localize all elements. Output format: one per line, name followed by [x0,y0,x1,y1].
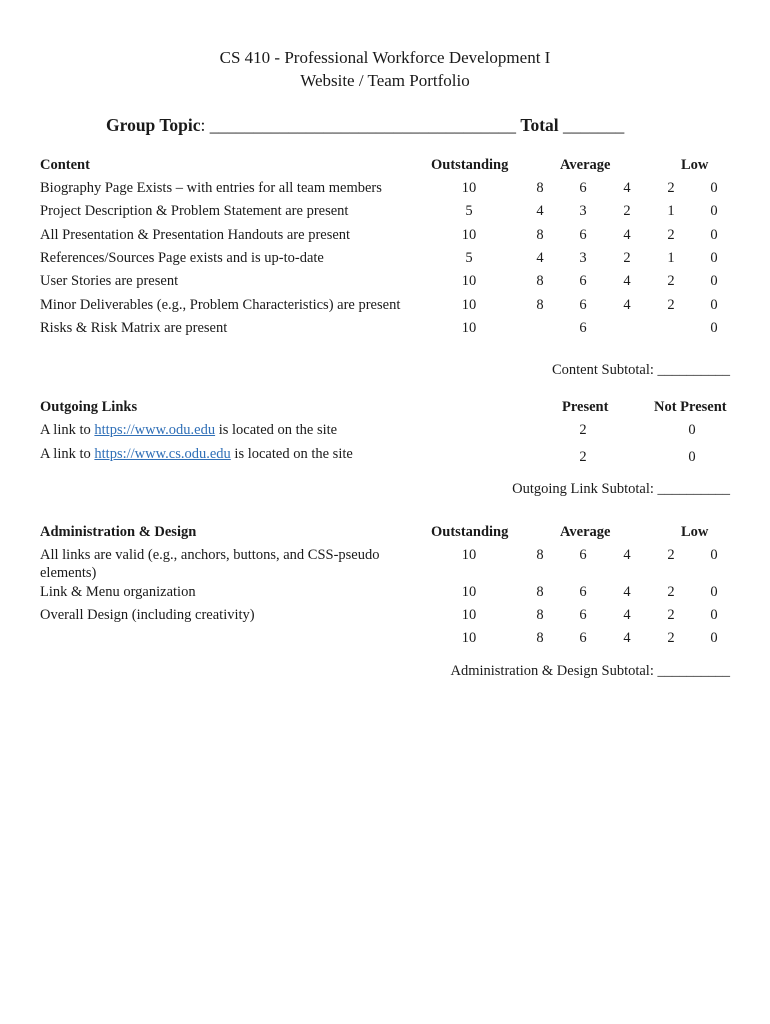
link-row-not-present: 0 [688,449,696,465]
content-row-score: 10 [461,297,477,313]
total-blank: _______ [563,115,625,135]
link-row-suffix: is located on the site [230,446,353,462]
admin-row-score: 6 [579,607,587,623]
admin-row-score: 2 [667,584,675,600]
content-row-score: 0 [710,320,718,336]
admin-row-label: elements) [40,565,97,581]
content-row-score: 5 [465,250,473,266]
total-label: Total [520,115,559,135]
link-row-present: 2 [579,422,587,438]
content-row-score: 2 [667,180,675,196]
admin-row-score: 8 [536,584,544,600]
admin-row-score: 0 [710,607,718,623]
admin-subtotal: Administration & Design Subtotal: __________ [450,663,730,679]
content-row-score: 3 [579,250,587,266]
links-heading: Outgoing Links [40,399,138,415]
content-row-score: 4 [536,250,544,266]
link-row-url[interactable]: https://www.odu.edu [94,422,216,438]
content-row-score: 4 [623,273,631,289]
links-subtotal: Outgoing Link Subtotal: __________ [512,481,730,497]
content-row-score: 0 [710,203,718,219]
content-row-score: 10 [461,180,477,196]
content-row-label: Project Description & Problem Statement are present [40,203,349,219]
group-topic-colon: : [200,115,206,135]
content-row-label: Minor Deliverables (e.g., Problem Characteristics) are present [40,297,401,313]
doc-title: CS 410 - Professional Workforce Development I [219,48,551,67]
admin-row-score: 2 [667,547,675,563]
link-row-present: 2 [579,449,587,465]
link-row-not-present: 0 [688,422,696,438]
content-row-score: 2 [667,297,675,313]
admin-col-outstanding: Outstanding [431,524,509,540]
content-row-score: 4 [623,227,631,243]
links-col-not-present: Not Present [654,399,727,415]
admin-row-score: 4 [623,607,631,623]
group-topic-label: Group Topic [106,115,201,135]
admin-row-score: 10 [461,584,477,600]
content-row-score: 2 [623,203,631,219]
content-row-score: 1 [667,203,675,219]
admin-row-score: 10 [461,547,477,563]
content-row-label: Biography Page Exists – with entries for all team members [40,180,382,196]
link-row-suffix: is located on the site [215,422,338,438]
admin-col-average: Average [560,524,611,540]
content-row-score: 2 [623,250,631,266]
content-row-score: 10 [461,320,477,336]
content-row-score: 10 [461,227,477,243]
admin-row-score: 6 [579,584,587,600]
content-row-score: 0 [710,297,718,313]
content-row-score: 10 [461,273,477,289]
content-row-score: 0 [710,180,718,196]
content-row-score: 8 [536,227,544,243]
content-row-score: 6 [579,180,587,196]
content-row-label: References/Sources Page exists and is up-to-date [40,250,324,266]
content-row-score: 8 [536,180,544,196]
link-row-label [40,422,337,439]
content-col-average: Average [560,157,611,173]
content-row-score: 4 [536,203,544,219]
admin-row-score: 10 [461,630,477,646]
admin-row-score: 0 [710,547,718,563]
admin-row-score: 8 [536,547,544,563]
content-row-score: 6 [579,320,587,336]
admin-row-label: Overall Design (including creativity) [40,607,255,623]
admin-row-score: 4 [623,584,631,600]
admin-row-score: 10 [461,607,477,623]
admin-row-score: 2 [667,630,675,646]
content-row-score: 0 [710,250,718,266]
admin-row-score: 6 [579,547,587,563]
doc-subtitle: Website / Team Portfolio [300,71,470,90]
admin-row-score: 4 [623,630,631,646]
content-row-score: 2 [667,273,675,289]
content-col-low: Low [681,157,709,173]
admin-row-score: 8 [536,607,544,623]
admin-row-score: 0 [710,584,718,600]
content-row-score: 6 [579,297,587,313]
content-row-score: 4 [623,297,631,313]
content-row-score: 1 [667,250,675,266]
content-row-score: 0 [710,273,718,289]
content-row-score: 6 [579,273,587,289]
content-row-label: User Stories are present [40,273,179,289]
group-topic-line [106,115,624,136]
content-row-score: 6 [579,227,587,243]
admin-row-score: 0 [710,630,718,646]
content-row-score: 5 [465,203,473,219]
content-heading: Content [40,157,90,173]
content-row-score: 8 [536,273,544,289]
link-row-url[interactable]: https://www.cs.odu.edu [94,446,231,462]
content-row-score: 3 [579,203,587,219]
link-row-prefix: A link to [40,446,95,462]
link-row-label [40,446,353,463]
content-row-label: Risks & Risk Matrix are present [40,320,228,336]
content-row-label: All Presentation & Presentation Handouts are present [40,227,351,243]
admin-heading: Administration & Design [40,524,197,540]
admin-row-score: 8 [536,630,544,646]
admin-col-low: Low [681,524,709,540]
content-row-score: 4 [623,180,631,196]
link-row-prefix: A link to [40,422,95,438]
admin-row-label: Link & Menu organization [40,584,196,600]
content-subtotal: Content Subtotal: __________ [551,362,730,378]
content-col-outstanding: Outstanding [431,157,509,173]
links-col-present: Present [562,399,609,415]
content-row-score: 2 [667,227,675,243]
admin-row-score: 4 [623,547,631,563]
admin-row-label: All links are valid (e.g., anchors, buttons, and CSS-pseudo [40,547,380,563]
group-topic-blank: ___________________________________ [209,115,517,135]
admin-row-score: 2 [667,607,675,623]
admin-row-score: 6 [579,630,587,646]
content-row-score: 0 [710,227,718,243]
content-row-score: 8 [536,297,544,313]
